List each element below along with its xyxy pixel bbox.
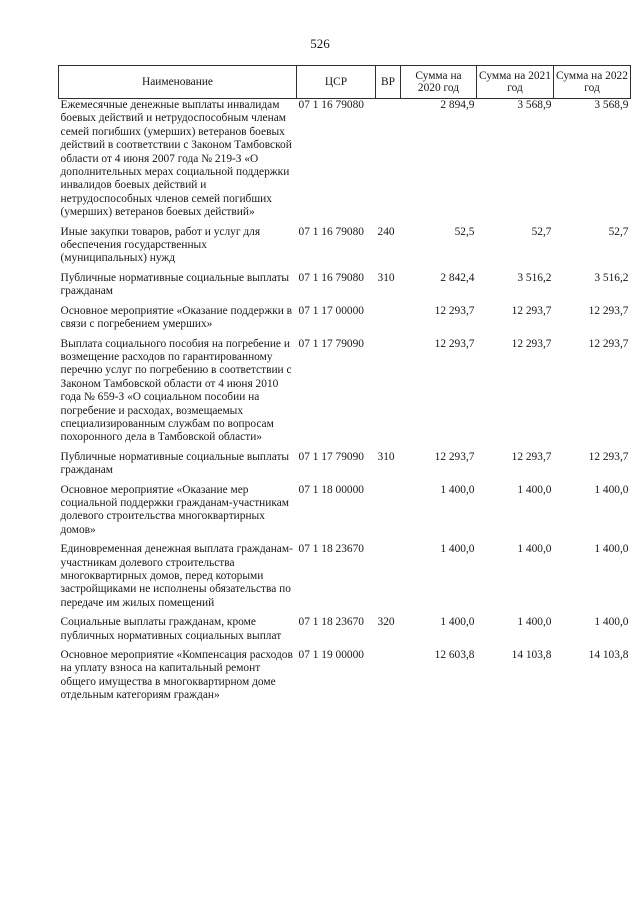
row-2021: 3 516,2 (517, 271, 552, 284)
row-2020: 1 400,0 (440, 483, 475, 496)
row-2020: 12 603,8 (434, 649, 475, 662)
row-2021: 1 400,0 (517, 543, 552, 556)
header-vr: ВР (376, 66, 401, 99)
row-2022: 3 568,9 (594, 99, 629, 111)
row-name: Ежемесячные денежные выплаты инвалидам боевых действий и нетрудоспособным членам семей погибших (умерших) ветеранов боевых действий в соответствии с Законом Тамбовской области от 4 июня 2007 года № 219-З «О дополнительных мерах социальной поддержки инвалидов боевых действий и нетрудоспособных членов семей погибших (умерших) ветеранов боевых действий» (60, 99, 292, 219)
row-name: Социальные выплаты гражданам, кроме публичных нормативных социальных выплат (60, 616, 282, 642)
row-name: Основное мероприятие «Оказание мер социальной поддержки гражданам-участникам долевого строительства многоквартирных домов» (60, 483, 289, 536)
row-2022: 14 103,8 (588, 649, 629, 662)
row-csr: 07 1 17 79090 (298, 450, 364, 463)
table-row (59, 616, 631, 649)
row-2022: 1 400,0 (594, 483, 629, 496)
row-vr (376, 338, 401, 451)
header-csr: ЦСР (297, 66, 376, 99)
row-name: Основное мероприятие «Оказание поддержки в связи с погребением умерших» (60, 304, 293, 331)
row-2021: 14 103,8 (511, 649, 552, 662)
table-body (59, 99, 631, 703)
table-row (59, 484, 631, 544)
row-2022: 3 516,2 (594, 271, 629, 284)
table-row (59, 226, 631, 272)
row-vr (376, 543, 401, 616)
row-2022: 52,7 (608, 225, 629, 238)
table-row (59, 338, 631, 451)
row-2021: 1 400,0 (517, 483, 552, 496)
table-row (59, 543, 631, 616)
row-2020: 12 293,7 (434, 337, 475, 350)
row-vr: 310 (377, 450, 395, 463)
row-csr: 07 1 18 23670 (298, 616, 364, 629)
row-name: Публичные нормативные социальные выплаты гражданам (60, 450, 290, 477)
row-vr (376, 649, 401, 703)
row-2020: 1 400,0 (440, 616, 475, 629)
row-2022: 12 293,7 (588, 337, 629, 350)
row-vr (376, 305, 401, 338)
row-2021: 12 293,7 (511, 337, 552, 350)
table-row (59, 649, 631, 703)
row-csr: 07 1 16 79080 (298, 99, 364, 111)
row-name: Иные закупки товаров, работ и услуг для обеспечения государственных (муниципальных) нужд (60, 225, 261, 265)
row-2021: 12 293,7 (511, 450, 552, 463)
row-2022: 12 293,7 (588, 304, 629, 317)
row-vr (376, 99, 401, 226)
row-2022: 12 293,7 (588, 450, 629, 463)
row-vr (376, 484, 401, 544)
row-2020: 12 293,7 (434, 450, 475, 463)
row-name: Публичные нормативные социальные выплаты гражданам (60, 271, 290, 298)
header-2020: Сумма на 2020 год (401, 66, 477, 99)
row-csr: 07 1 17 79090 (298, 337, 364, 350)
row-2021: 12 293,7 (511, 304, 552, 317)
row-2020: 52,5 (454, 225, 475, 238)
row-2021: 3 568,9 (517, 99, 552, 111)
row-2020: 2 894,9 (440, 99, 475, 111)
row-name: Единовременная денежная выплата гражданам-участникам долевого строительства многоквартирных домов, перед которыми застройщиками не исполнены обязательства по передаче им жилых помещений (60, 543, 293, 609)
row-2020: 12 293,7 (434, 304, 475, 317)
row-csr: 07 1 19 00000 (298, 649, 364, 662)
row-2022: 1 400,0 (594, 616, 629, 629)
row-csr: 07 1 17 00000 (298, 304, 364, 317)
row-2021: 1 400,0 (517, 616, 552, 629)
row-vr: 310 (377, 271, 395, 284)
table-row (59, 99, 631, 226)
row-2020: 1 400,0 (440, 543, 475, 556)
row-2022: 1 400,0 (594, 543, 629, 556)
header-name: Наименование (59, 66, 297, 99)
row-vr: 320 (377, 616, 395, 629)
row-csr: 07 1 16 79080 (298, 225, 364, 238)
row-csr: 07 1 18 23670 (298, 543, 364, 556)
budget-table (58, 65, 631, 703)
row-name: Выплата социального пособия на погребение и возмещение расходов по гарантированному перечню услуг по погребению в соответствии с Законом Тамбовской области от 4 июня 2010 года № 659-З «О социальном пособии на погребение и расходах, возмещаемых специализированным службам по вопросам похоронного дела в Тамбовской области» (60, 337, 292, 444)
header-2022: Сумма на 2022 год (554, 66, 631, 99)
table-row (59, 451, 631, 484)
row-2020: 2 842,4 (440, 271, 475, 284)
table-row (59, 272, 631, 305)
table-row (59, 305, 631, 338)
table-header (59, 66, 631, 99)
page-number: 526 (310, 36, 330, 51)
row-name: Основное мероприятие «Компенсация расходов на уплату взноса на капитальный ремонт общего имущества в многоквартирном доме отдельным категориям граждан» (60, 649, 293, 702)
row-csr: 07 1 16 79080 (298, 271, 364, 284)
row-vr: 240 (377, 225, 395, 238)
header-2021: Сумма на 2021 год (477, 66, 554, 99)
row-2021: 52,7 (531, 225, 552, 238)
row-csr: 07 1 18 00000 (298, 483, 364, 496)
